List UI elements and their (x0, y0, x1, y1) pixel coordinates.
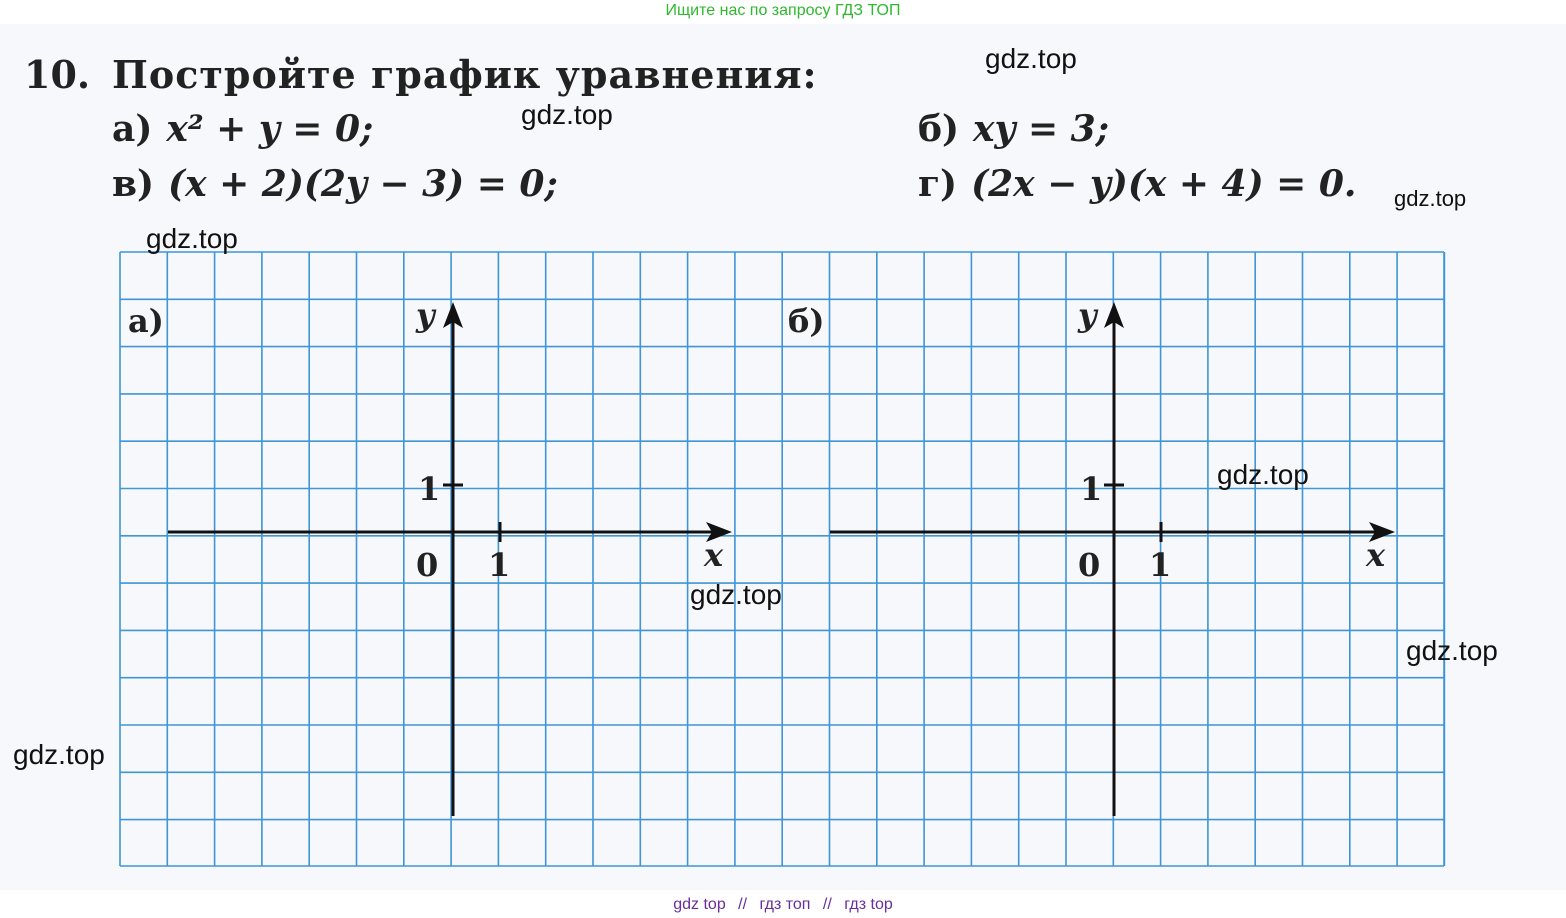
graph-label-a: а) (128, 302, 164, 340)
watermark: gdz.top (13, 739, 105, 770)
x-unit-label-a: 1 (488, 546, 511, 584)
task-title: Постройте график уравнения: (112, 52, 818, 97)
footer-separator: // (738, 896, 748, 913)
watermark: gdz.top (146, 223, 238, 254)
grid-lines (120, 252, 1444, 866)
task-number: 10. (24, 52, 91, 97)
watermark: gdz.top (1406, 635, 1498, 666)
watermark: gdz.top (985, 43, 1077, 74)
watermark: gdz.top (521, 99, 613, 130)
task-item-label: в) (112, 163, 155, 205)
task-item-label: а) (112, 108, 153, 150)
footer-link-gdz-top[interactable]: gdz top (673, 896, 726, 913)
y-unit-label-b: 1 (1080, 470, 1103, 508)
top-banner: Ищите нас по запросу ГДЗ ТОП (665, 2, 901, 19)
graph-a (128, 296, 732, 816)
footer-link-gdz-top-ru[interactable]: гдз топ (759, 896, 811, 913)
task-item-equation: x² + y = 0; (166, 108, 374, 150)
task-item-label: г) (918, 163, 958, 205)
y-unit-label-a: 1 (418, 470, 441, 508)
footer-link-gdz-top-mixed[interactable]: гдз top (844, 896, 893, 913)
y-axis-label-b: y (1078, 296, 1097, 334)
x-axis-label-b: x (1366, 536, 1386, 574)
watermark: gdz.top (1217, 459, 1309, 490)
graph-label-b: б) (788, 302, 825, 340)
y-axis-label-a: y (416, 296, 435, 334)
task-item-equation: xy = 3; (973, 108, 1109, 150)
watermark: gdz.top (690, 579, 782, 610)
origin-label-b: 0 (1078, 546, 1101, 584)
task-item-equation: (x + 2)(2y − 3) = 0; (168, 163, 558, 205)
x-axis-label-a: x (704, 536, 724, 574)
footer-links (0, 892, 1566, 918)
watermark: gdz.top (1394, 186, 1467, 211)
task-item-equation: (2x − y)(x + 4) = 0. (971, 163, 1357, 205)
task-item-label: б) (918, 108, 960, 150)
footer-separator: // (822, 896, 832, 913)
x-unit-label-b: 1 (1149, 546, 1172, 584)
origin-label-a: 0 (416, 546, 439, 584)
graph-b (788, 296, 1395, 816)
